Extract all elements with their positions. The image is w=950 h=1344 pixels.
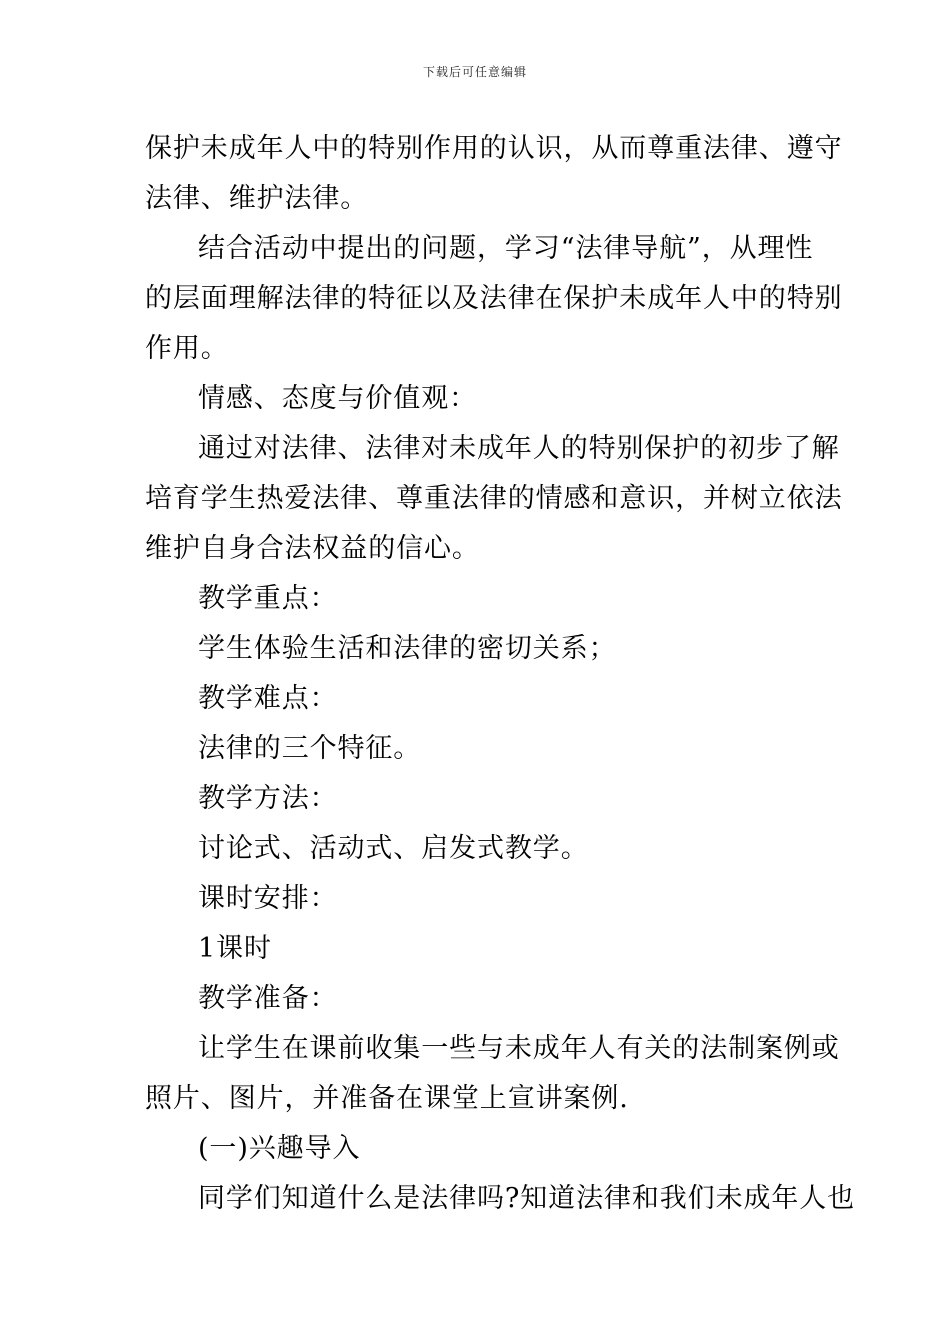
section-label: 教学准备： [198, 983, 338, 1014]
paragraph-line: 学生体验生活和法律的密切关系； [198, 633, 617, 664]
section-label: 课时安排： [198, 883, 338, 914]
paragraph-line: 照片、图片，并准备在课堂上宣讲案例. [145, 1083, 629, 1114]
paragraph-line: 1课时 [198, 933, 272, 964]
paragraph-line: 保护未成年人中的特别作用的认识，从而尊重法律、遵守 [145, 133, 843, 164]
section-label: 教学重点： [198, 583, 338, 614]
paragraph-line: 法律的三个特征。 [198, 733, 422, 764]
paragraph-line: 作用。 [145, 333, 229, 364]
section-label: 情感、态度与价值观： [198, 383, 477, 414]
paragraph-line: 培育学生热爱法律、尊重法律的情感和意识，并树立依法 [145, 483, 843, 514]
section-label: 教学方法： [198, 783, 338, 814]
paragraph-line: 通过对法律、法律对未成年人的特别保护的初步了解 [198, 433, 840, 464]
section-heading: (一)兴趣导入 [198, 1133, 361, 1164]
paragraph-line: 同学们知道什么是法律吗?知道法律和我们未成年人也 [198, 1183, 856, 1214]
paragraph-line: 结合活动中提出的问题，学习“法律导航”，从理性 [198, 233, 814, 264]
page-header: 下载后可任意编辑 [422, 65, 527, 79]
section-label: 教学难点： [198, 683, 338, 714]
paragraph-line: 讨论式、活动式、启发式教学。 [198, 833, 589, 864]
paragraph-line: 让学生在课前收集一些与未成年人有关的法制案例或 [198, 1033, 840, 1064]
paragraph-line: 的层面理解法律的特征以及法律在保护未成年人中的特别 [145, 283, 843, 314]
paragraph-line: 维护自身合法权益的信心。 [145, 533, 480, 564]
paragraph-line: 法律、维护法律。 [145, 183, 369, 214]
